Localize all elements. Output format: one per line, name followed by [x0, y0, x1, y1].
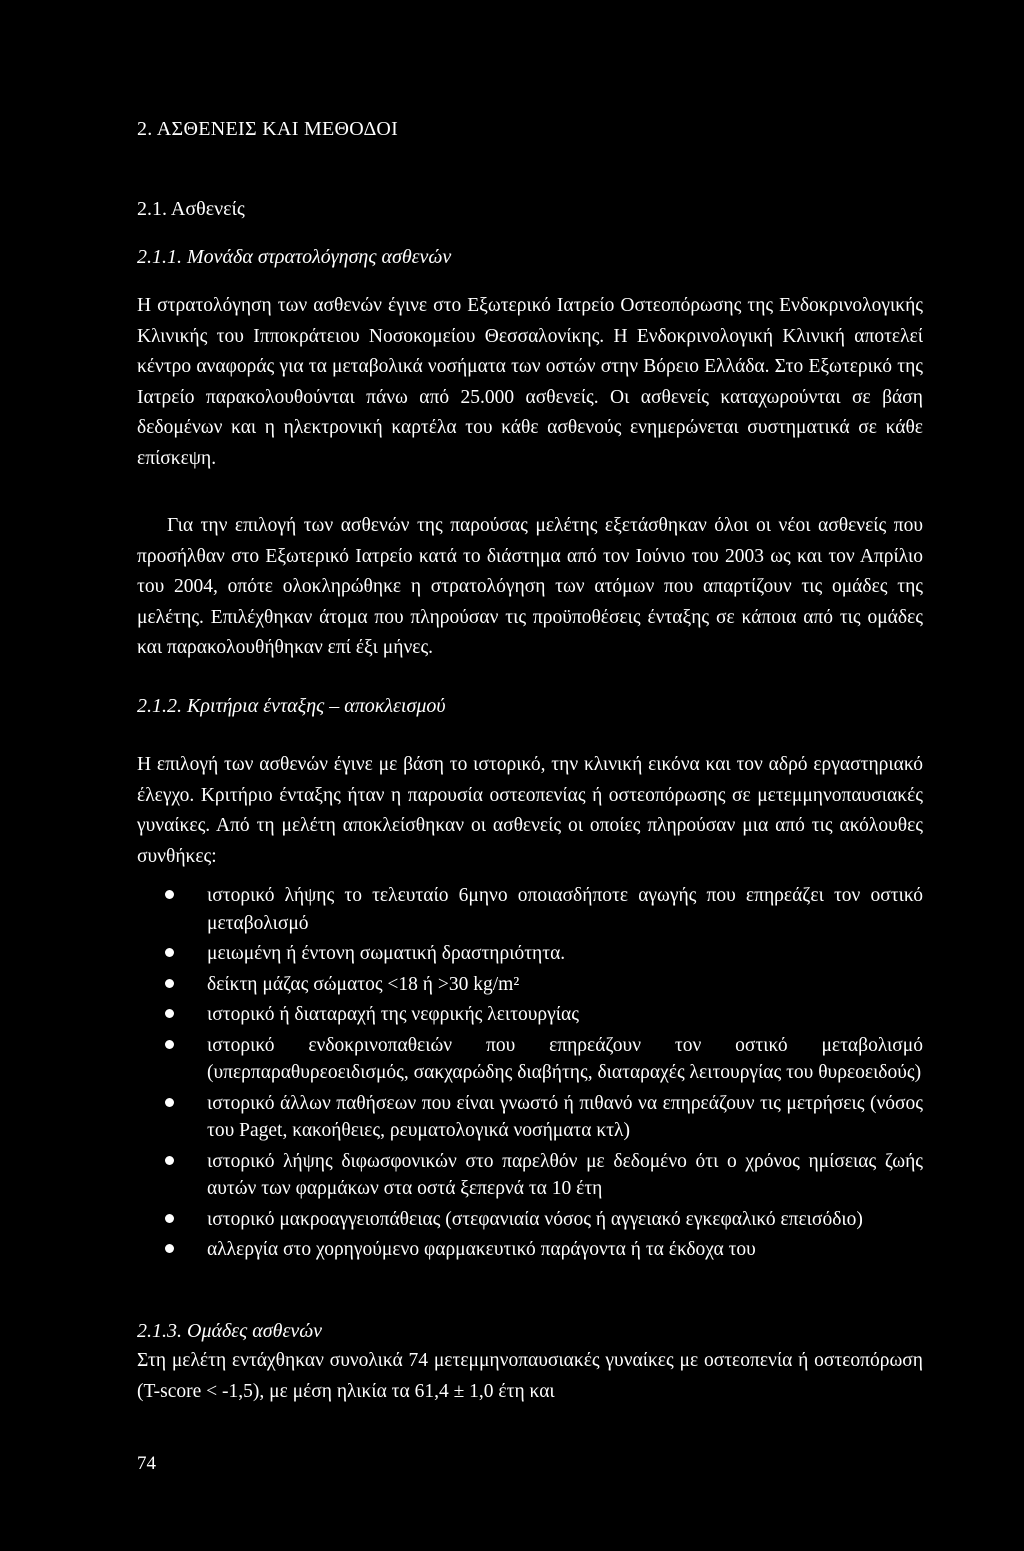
list-item: ιστορικό μακροαγγειοπάθειας (στεφανιαία νόσος ή αγγειακό εγκεφαλικό επεισόδιο)	[137, 1206, 923, 1234]
list-item: ιστορικό λήψης το τελευταίο 6μηνο οποιασδήποτε αγωγής που επηρεάζει τον οστικό μεταβολισμό	[137, 882, 923, 937]
list-item: δείκτη μάζας σώματος <18 ή >30 kg/m²	[137, 971, 923, 999]
list-item: ιστορικό άλλων παθήσεων που είναι γνωστό ή πιθανό να επηρεάζουν τις μετρήσεις (νόσος του Paget, κακοήθειες, ρευματολογικά νοσήματα κτλ)	[137, 1090, 923, 1145]
section-heading: 2.1. Ασθενείς	[137, 198, 245, 220]
bullet-icon	[165, 1009, 174, 1018]
bullet-icon	[165, 1156, 174, 1165]
bullet-icon	[165, 1040, 174, 1049]
list-item: μειωμένη ή έντονη σωματική δραστηριότητα.	[137, 940, 923, 968]
paragraph-criteria: Η επιλογή των ασθενών έγινε με βάση το ιστορικό, την κλινική εικόνα και τον αδρό εργαστηριακό έλεγχο. Κριτήριο ένταξης ήταν η παρουσία οστεοπενίας ή οστεοπόρωσης σε μετεμμηνοπαυσιακές γυναίκες. Από τη μελέτη αποκλείσθηκαν οι ασθενείς οι οποίες πληρούσαν μια από τις ακόλουθες συνθήκες:	[137, 754, 923, 867]
subsection-heading-criteria: 2.1.2. Κριτήρια ένταξης – αποκλεισμού	[137, 695, 446, 717]
list-item: ιστορικό ή διαταραχή της νεφρικής λειτουργίας	[137, 1001, 923, 1029]
exclusion-criteria-list	[137, 882, 923, 1267]
bullet-icon	[165, 979, 174, 988]
paragraph-groups: Στη μελέτη εντάχθηκαν συνολικά 74 μετεμμηνοπαυσιακές γυναίκες με οστεοπενία ή οστεοπόρωση (T-score < -1,5), με μέση ηλικία τα 61,4 ± 1,0 έτη και	[137, 1350, 923, 1402]
bullet-icon	[165, 948, 174, 957]
subsection-heading-groups: 2.1.3. Ομάδες ασθενών	[137, 1320, 323, 1342]
bullet-icon	[165, 1098, 174, 1107]
bullet-icon	[165, 1244, 174, 1253]
list-item: ιστορικό ενδοκρινοπαθειών που επηρεάζουν τον οστικό μεταβολισμό (υπερπαραθυρεοειδισμός, σακχαρώδης διαβήτης, διαταραχές λειτουργίας του θυρεοειδούς)	[137, 1032, 923, 1087]
paragraph-selection: Για την επιλογή των ασθενών της παρούσας μελέτης εξετάσθηκαν όλοι οι νέοι ασθενείς που προσήλθαν στο Εξωτερικό Ιατρείο κατά το διάστημα από τον Ιούνιο του 2003 ως και τον Απρίλιο του 2004, οπότε ολοκληρώθηκε η στρατολόγηση των ατόμων που απαρτίζουν τις ομάδες της μελέτης. Επιλέχθηκαν άτομα που πληρούσαν τις προϋποθέσεις ένταξης σε κάποια από τις ομάδες και παρακολουθήθηκαν επί έξι μήνες.	[137, 515, 923, 658]
bullet-icon	[165, 1214, 174, 1223]
subsection-heading-recruitment: 2.1.1. Μονάδα στρατολόγησης ασθενών	[137, 246, 452, 268]
paragraph-recruitment-site: Η στρατολόγηση των ασθενών έγινε στο Εξωτερικό Ιατρείο Οστεοπόρωσης της Ενδοκρινολογικής Κλινικής του Ιπποκράτειου Νοσοκομείου Θεσσαλονίκης. Η Ενδοκρινολογική Κλινική αποτελεί κέντρο αναφοράς για τα μεταβολικά νοσήματα των οστών στην Βόρειο Ελλάδα. Στο Εξωτερικό της Ιατρείο παρακολουθούνται πάνω από 25.000 ασθενείς. Οι ασθενείς καταχωρούνται σε βάση δεδομένων και η ηλεκτρονική καρτέλα του κάθε ασθενούς ενημερώνεται συστηματικά σε κάθε επίσκεψη.	[137, 295, 923, 469]
bullet-icon	[165, 890, 174, 899]
chapter-heading: 2. ΑΣΘΕΝΕΙΣ ΚΑΙ ΜΕΘΟΔΟΙ	[137, 118, 399, 140]
list-item: αλλεργία στο χορηγούμενο φαρμακευτικό παράγοντα ή τα έκδοχα του	[137, 1236, 923, 1264]
list-item: ιστορικό λήψης διφωσφονικών στο παρελθόν με δεδομένο ότι ο χρόνος ημίσειας ζωής αυτών των φαρμάκων στα οστά ξεπερνά τα 10 έτη	[137, 1148, 923, 1203]
page-number: 74	[137, 1453, 156, 1474]
